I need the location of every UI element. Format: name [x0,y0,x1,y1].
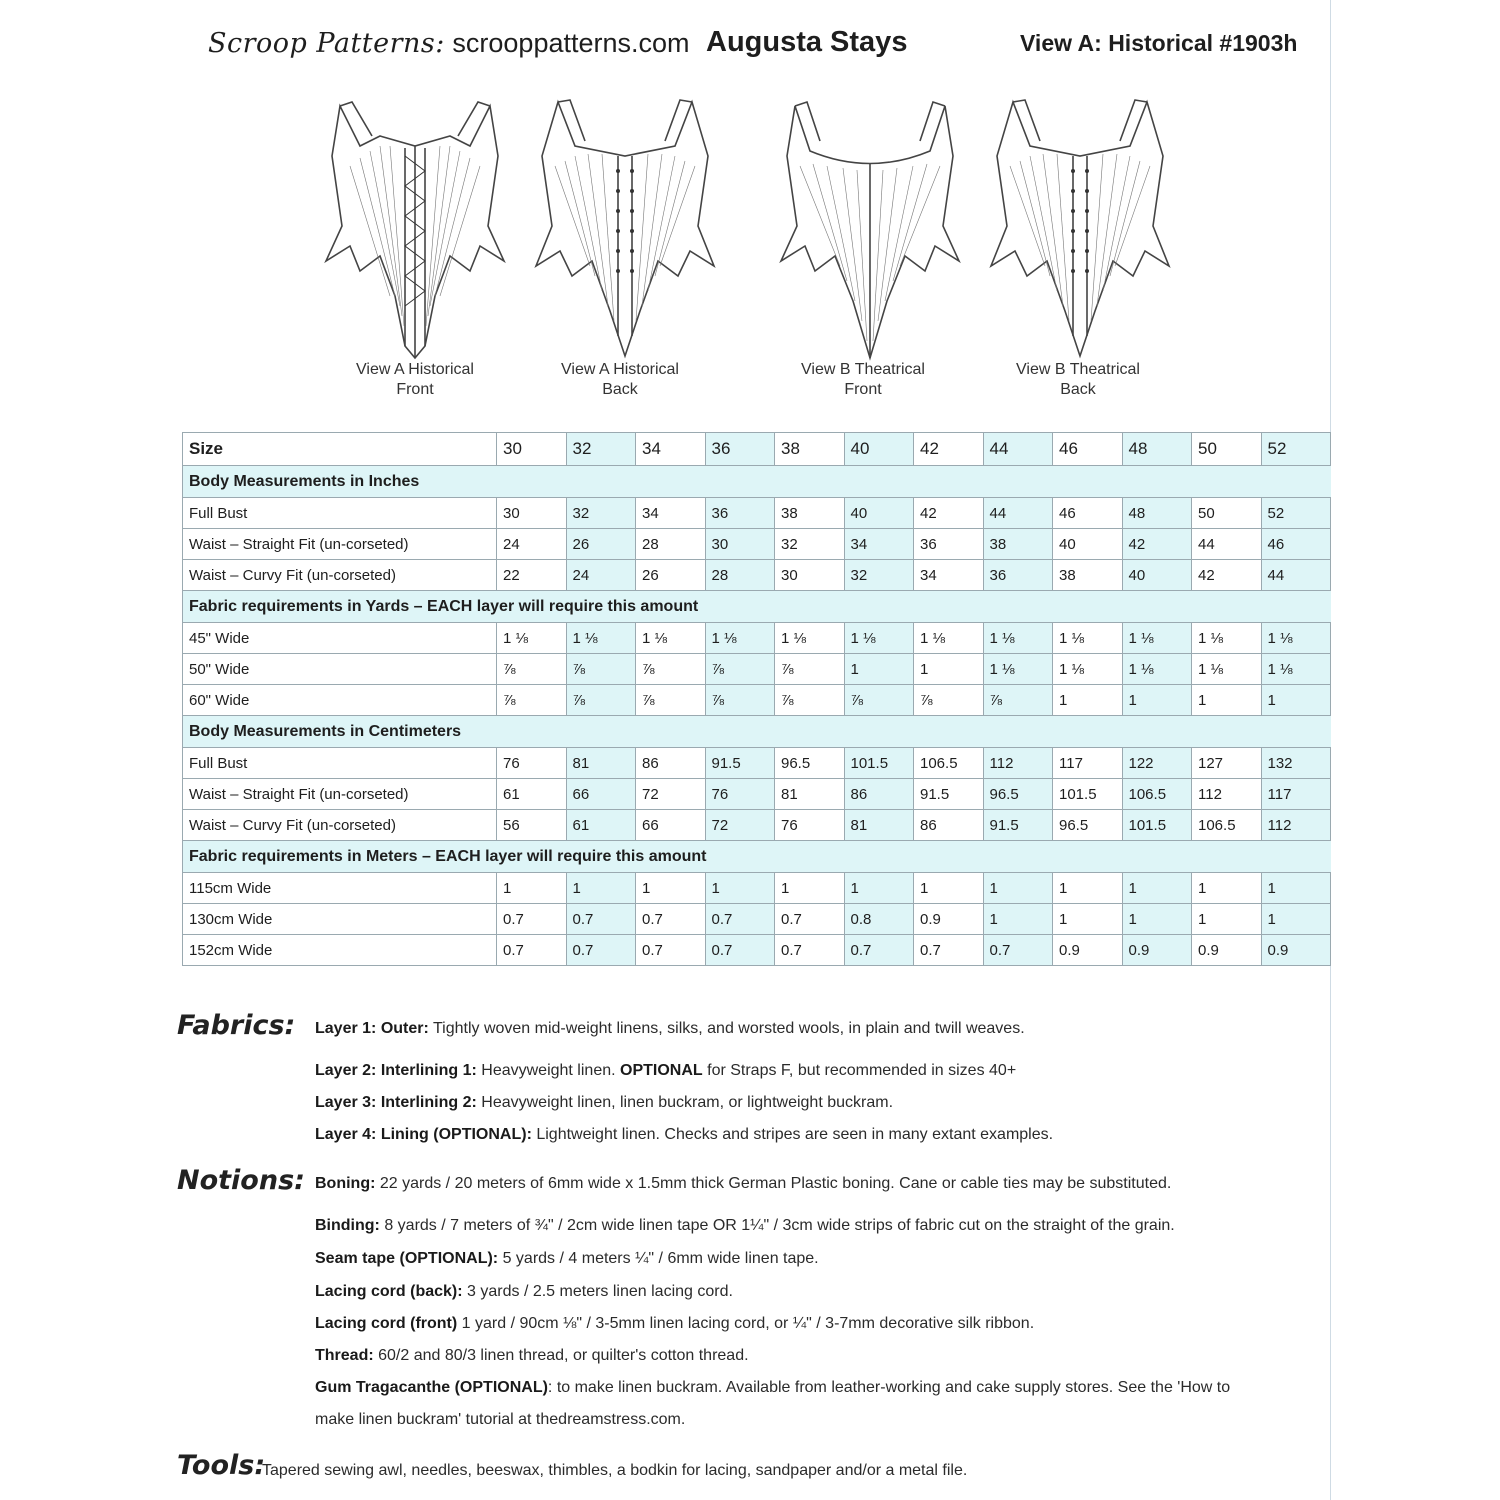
fabric-layer-text: Heavyweight linen, linen buckram, or lightweight buckram. [476,1094,894,1111]
row-label: 130cm Wide [183,904,497,935]
table-cell: 96.5 [775,748,845,779]
table-cell: 1 [1261,904,1331,935]
notion-label: Lacing cord (front) [315,1315,458,1332]
table-cell: 40 [1122,560,1192,591]
caption-view-b-front [753,360,973,400]
table-cell: 1 [566,873,636,904]
notion-gum-tragacanthe-cont [315,1411,685,1429]
size-header-cell: 48 [1122,433,1192,466]
fabric-layer-label: Layer 3: Interlining 2: [315,1094,477,1111]
table-cell: ⅞ [566,654,636,685]
table-cell: 1 ⅛ [1192,623,1262,654]
table-cell: 1 [1192,873,1262,904]
table-cell: 86 [636,748,706,779]
table-cell: 0.7 [775,904,845,935]
table-cell: 72 [636,779,706,810]
table-cell: ⅞ [914,685,984,716]
table-cell: 0.9 [1053,935,1123,966]
row-label: 60" Wide [183,685,497,716]
table-cell: 112 [1192,779,1262,810]
notion-text: 5 yards / 4 meters ¼" / 6mm wide linen tape. [498,1250,819,1267]
table-cell: 86 [914,810,984,841]
table-cell: 42 [1122,529,1192,560]
table-cell: ⅞ [497,654,567,685]
table-cell: 0.9 [1261,935,1331,966]
table-cell: 1 ⅛ [636,623,706,654]
fabric-layer-4 [315,1126,1053,1144]
table-cell: 1 [983,873,1053,904]
size-header-cell: 40 [844,433,914,466]
table-cell: 61 [566,810,636,841]
table-cell: 76 [775,810,845,841]
fabric-layer-2 [315,1062,1016,1080]
fabric-layer-label: Layer 1: Outer: [315,1020,429,1037]
section-header-row [183,716,1331,748]
size-header-cell: 30 [497,433,567,466]
size-header-cell: 44 [983,433,1053,466]
notion-label: Thread: [315,1347,374,1364]
size-header-cell: 36 [705,433,775,466]
table-cell: 1 ⅛ [705,623,775,654]
section-title: Body Measurements in Centimeters [183,716,1331,748]
stays-back-illustration-view-b [985,96,1175,361]
table-cell: 0.9 [1122,935,1192,966]
row-label: 45" Wide [183,623,497,654]
table-cell: 1 [1053,904,1123,935]
table-row [183,560,1331,591]
table-cell: 1 ⅛ [1122,654,1192,685]
tools-text: Tapered sewing awl, needles, beeswax, thimbles, a bodkin for lacing, sandpaper and/or a metal file. [262,1462,968,1479]
notion-label: Seam tape (OPTIONAL): [315,1250,499,1267]
size-header-cell: 32 [566,433,636,466]
section-header-row [183,591,1331,623]
table-row [183,779,1331,810]
brand [208,28,690,59]
row-label: Full Bust [183,498,497,529]
table-cell: 106.5 [1122,779,1192,810]
row-label: 50" Wide [183,654,497,685]
table-cell: 81 [844,810,914,841]
table-cell: ⅞ [705,685,775,716]
notion-text: 8 yards / 7 meters of ¾" / 2cm wide linen tape OR 1¼" / 3cm wide strips of fabric cut on the straight of the grain. [379,1217,1175,1234]
table-cell: 0.7 [497,904,567,935]
notion-label: Gum Tragacanthe (OPTIONAL) [315,1379,548,1396]
table-cell: 1 ⅛ [983,623,1053,654]
section-title: Body Measurements in Inches [183,466,1331,498]
table-cell: ⅞ [775,685,845,716]
table-row [183,529,1331,560]
table-cell: 46 [1261,529,1331,560]
table-cell: 1 ⅛ [1261,654,1331,685]
table-cell: 61 [497,779,567,810]
table-cell: 32 [844,560,914,591]
table-cell: 0.7 [497,935,567,966]
table-cell: 0.9 [1192,935,1262,966]
stays-back-illustration-view-a [530,96,720,361]
table-cell: 1 [1122,873,1192,904]
table-cell: 32 [566,498,636,529]
table-cell: 0.7 [636,935,706,966]
table-cell: 1 [1192,685,1262,716]
table-cell: 26 [566,529,636,560]
table-cell: ⅞ [983,685,1053,716]
notions-title: Notions: [177,1165,305,1196]
table-cell: 101.5 [1053,779,1123,810]
notion-label: Binding: [315,1217,380,1234]
table-cell: ⅞ [705,654,775,685]
table-cell: 0.7 [914,935,984,966]
caption-line2: Back [1060,381,1096,398]
table-cell: 101.5 [844,748,914,779]
table-cell: 30 [497,498,567,529]
size-header-row [183,433,1331,466]
table-cell: 1 ⅛ [1192,654,1262,685]
table-cell: 1 [1261,873,1331,904]
table-cell: 132 [1261,748,1331,779]
table-cell: 38 [775,498,845,529]
notion-lacing-front [315,1315,1034,1333]
notion-label: Boning: [315,1175,376,1192]
notion-boning [315,1175,1171,1193]
table-cell: 117 [1261,779,1331,810]
table-cell: 24 [497,529,567,560]
section-header-row [183,841,1331,873]
table-cell: 40 [844,498,914,529]
table-cell: 44 [983,498,1053,529]
table-cell: 72 [705,810,775,841]
page-header [0,22,1500,72]
table-cell: ⅞ [497,685,567,716]
notion-text: 60/2 and 80/3 linen thread, or quilter's cotton thread. [373,1347,749,1364]
row-label: 115cm Wide [183,873,497,904]
table-cell: 34 [844,529,914,560]
table-cell: 1 [1053,873,1123,904]
table-cell: 1 [636,873,706,904]
table-cell: ⅞ [566,685,636,716]
caption-view-a-front [305,360,525,400]
table-cell: 0.7 [705,904,775,935]
stays-front-illustration-view-b [775,96,965,361]
table-cell: ⅞ [775,654,845,685]
table-cell: 22 [497,560,567,591]
size-header-cell: 52 [1261,433,1331,466]
notion-seam-tape [315,1250,819,1268]
table-cell: ⅞ [636,685,706,716]
table-cell: 0.7 [566,904,636,935]
section-header-row [183,466,1331,498]
tools-title: Tools: [177,1450,266,1481]
table-cell: 1 ⅛ [1053,623,1123,654]
table-row [183,623,1331,654]
table-cell: 91.5 [983,810,1053,841]
view-label: View A: Historical #1903h [1020,30,1298,56]
caption-line1: View A Historical [561,361,679,378]
row-label: Waist – Curvy Fit (un-corseted) [183,560,497,591]
notion-text: 22 yards / 20 meters of 6mm wide x 1.5mm thick German Plastic boning. Cane or cable ties may be substituted. [375,1175,1172,1192]
pattern-title: Augusta Stays [706,26,908,58]
table-cell: 81 [775,779,845,810]
table-cell: 30 [775,560,845,591]
table-cell: ⅞ [636,654,706,685]
table-cell: 32 [775,529,845,560]
table-cell: 1 ⅛ [983,654,1053,685]
table-cell: 52 [1261,498,1331,529]
table-cell: 28 [636,529,706,560]
table-cell: 42 [1192,560,1262,591]
size-header-cell: 38 [775,433,845,466]
table-cell: 112 [1261,810,1331,841]
table-cell: 0.7 [983,935,1053,966]
table-cell: 40 [1053,529,1123,560]
table-cell: 1 [497,873,567,904]
notion-binding [315,1217,1175,1235]
table-cell: 1 [844,654,914,685]
table-cell: 1 ⅛ [775,623,845,654]
table-cell: 1 ⅛ [844,623,914,654]
table-cell: 1 ⅛ [914,623,984,654]
table-cell: 44 [1261,560,1331,591]
table-row [183,904,1331,935]
caption-line1: View A Historical [356,361,474,378]
caption-line2: Front [844,381,882,398]
size-label: Size [183,433,497,466]
table-row [183,748,1331,779]
table-cell: 66 [566,779,636,810]
table-cell: 56 [497,810,567,841]
table-cell: 1 [1261,685,1331,716]
table-cell: 81 [566,748,636,779]
table-cell: 0.7 [636,904,706,935]
table-cell: 91.5 [914,779,984,810]
size-header-cell: 42 [914,433,984,466]
table-cell: 30 [705,529,775,560]
caption-view-a-back [510,360,730,400]
table-cell: 36 [705,498,775,529]
table-cell: 34 [636,498,706,529]
table-cell: 0.7 [775,935,845,966]
notion-text: : to make linen buckram. Available from leather-working and cake supply stores. See the 'How to [547,1379,1231,1396]
fabric-layer-1 [315,1020,1025,1038]
notion-label: Lacing cord (back): [315,1283,463,1300]
table-cell: 96.5 [983,779,1053,810]
table-row [183,654,1331,685]
notion-text: make linen buckram' tutorial at thedreamstress.com. [315,1411,686,1428]
table-cell: 1 [1122,904,1192,935]
table-cell: 106.5 [1192,810,1262,841]
fabric-layer-label: Layer 4: Lining (OPTIONAL): [315,1126,532,1143]
table-cell: 0.7 [566,935,636,966]
table-cell: 0.7 [705,935,775,966]
caption-line1: View B Theatrical [1016,361,1140,378]
caption-line2: Front [396,381,434,398]
fabric-layer-3 [315,1094,893,1112]
table-cell: 28 [705,560,775,591]
table-cell: 1 ⅛ [1122,623,1192,654]
fabrics-title: Fabrics: [177,1010,296,1041]
table-cell: 24 [566,560,636,591]
section-title: Fabric requirements in Meters – EACH layer will require this amount [183,841,1331,873]
fabric-layer-text: Tightly woven mid-weight linens, silks, and worsted wools, in plain and twill weaves. [428,1020,1025,1037]
table-cell: 34 [914,560,984,591]
caption-line1: View B Theatrical [801,361,925,378]
table-cell: 76 [705,779,775,810]
table-cell: 50 [1192,498,1262,529]
table-cell: 1 [914,654,984,685]
brand-name: Scroop Patterns: [208,28,445,59]
table-cell: 127 [1192,748,1262,779]
table-cell: 1 [1053,685,1123,716]
notion-thread [315,1347,749,1365]
table-cell: 26 [636,560,706,591]
fabric-layer-emphasis: OPTIONAL [620,1062,703,1079]
table-cell: 86 [844,779,914,810]
table-row [183,685,1331,716]
caption-view-b-back [968,360,1188,400]
table-cell: 96.5 [1053,810,1123,841]
table-cell: 36 [983,560,1053,591]
table-cell: 1 [775,873,845,904]
fabric-layer-text: Heavyweight linen. [476,1062,620,1079]
table-cell: 112 [983,748,1053,779]
table-row [183,873,1331,904]
section-title: Fabric requirements in Yards – EACH layer will require this amount [183,591,1331,623]
row-label: Waist – Straight Fit (un-corseted) [183,529,497,560]
table-cell: 1 ⅛ [1261,623,1331,654]
table-cell: 36 [914,529,984,560]
table-row [183,810,1331,841]
table-cell: 1 [914,873,984,904]
table-cell: 76 [497,748,567,779]
table-cell: 1 [1192,904,1262,935]
table-cell: 66 [636,810,706,841]
table-cell: 1 ⅛ [566,623,636,654]
table-cell: 38 [983,529,1053,560]
table-cell: 46 [1053,498,1123,529]
stays-front-illustration-view-a [320,96,510,361]
table-cell: 38 [1053,560,1123,591]
table-cell: 44 [1192,529,1262,560]
row-label: Waist – Straight Fit (un-corseted) [183,779,497,810]
table-cell: 1 ⅛ [1053,654,1123,685]
size-header-cell: 50 [1192,433,1262,466]
table-cell: 0.7 [844,935,914,966]
fabric-layer-text: Lightweight linen. Checks and stripes are seen in many extant examples. [531,1126,1054,1143]
table-cell: 1 [844,873,914,904]
table-cell: 1 [705,873,775,904]
row-label: Full Bust [183,748,497,779]
size-header-cell: 46 [1053,433,1123,466]
table-cell: 0.9 [914,904,984,935]
notion-text: 1 yard / 90cm ⅛" / 3-5mm linen lacing cord, or ¼" / 3-7mm decorative silk ribbon. [457,1315,1035,1332]
table-cell: 122 [1122,748,1192,779]
fabric-layer-label: Layer 2: Interlining 1: [315,1062,477,1079]
size-header-cell: 34 [636,433,706,466]
table-cell: 1 [983,904,1053,935]
table-cell: 117 [1053,748,1123,779]
notion-lacing-back [315,1283,733,1301]
table-cell: 1 ⅛ [497,623,567,654]
caption-line2: Back [602,381,638,398]
table-row [183,935,1331,966]
table-cell: 91.5 [705,748,775,779]
table-cell: 101.5 [1122,810,1192,841]
table-cell: 0.8 [844,904,914,935]
fabric-layer-text-2: for Straps F, but recommended in sizes 40+ [702,1062,1017,1079]
notion-text: 3 yards / 2.5 meters linen lacing cord. [462,1283,733,1300]
notion-gum-tragacanthe [315,1379,1230,1397]
table-cell: 48 [1122,498,1192,529]
table-row [183,498,1331,529]
size-chart-table [182,432,1331,966]
table-cell: 42 [914,498,984,529]
row-label: 152cm Wide [183,935,497,966]
row-label: Waist – Curvy Fit (un-corseted) [183,810,497,841]
table-cell: 106.5 [914,748,984,779]
table-cell: 1 [1122,685,1192,716]
brand-url: scrooppatterns.com [452,28,690,58]
table-cell: ⅞ [844,685,914,716]
